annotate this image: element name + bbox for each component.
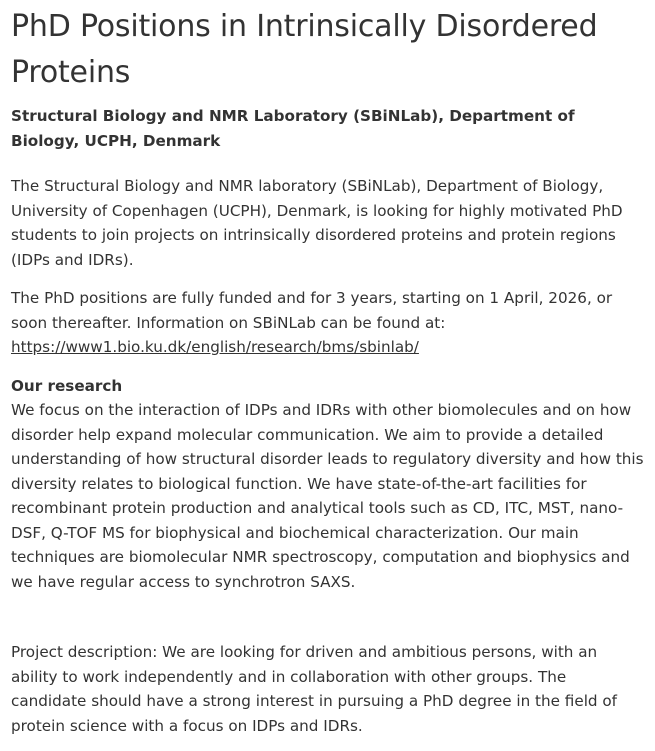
page-title: PhD Positions in Intrinsically Disordered Proteins [11, 9, 598, 90]
research-heading: Our research [11, 376, 123, 395]
department-subtitle: Structural Biology and NMR Laboratory (SBiNLab), Department of Biology, UCPH, Denmark [11, 107, 575, 150]
funding-paragraph [11, 286, 644, 360]
lab-website-link[interactable]: https://www1.bio.ku.dk/english/research/bms/sbinlab/ [11, 338, 419, 356]
project-description-paragraph: Project description: We are looking for driven and ambitious persons, with an ability to work independently and in collaboration with other groups. The candidate should have a strong interest in pursuing a PhD degree in the field of protein science with a focus on IDPs and IDRs. [11, 643, 618, 735]
intro-paragraph: The Structural Biology and NMR laboratory (SBiNLab), Department of Biology, University of Copenhagen (UCPH), Denmark, is looking for highly motivated PhD students to join projects on intrinsically disordered proteins and protein regions (IDPs and IDRs). [11, 177, 623, 269]
research-body: We focus on the interaction of IDPs and IDRs with other biomolecules and on how disorder help expand molecular communication. We aim to provide a detailed understanding of how structural disorder leads to regulatory diversity and how this diversity relates to biological function. We have state-of-the-art facilities for recombinant protein production and analytical tools such as CD, ITC, MST, nano-DSF, Q-TOF MS for biophysical and biochemical characterization. Our main techniques are biomolecular NMR spectroscopy, computation and biophysics and we have regular access to synchrotron SAXS. [11, 401, 644, 591]
funding-text: The PhD positions are fully funded and for 3 years, starting on 1 April, 2026, or soon thereafter. Information on SBiNLab can be found at: [11, 289, 613, 332]
research-section [11, 374, 644, 595]
